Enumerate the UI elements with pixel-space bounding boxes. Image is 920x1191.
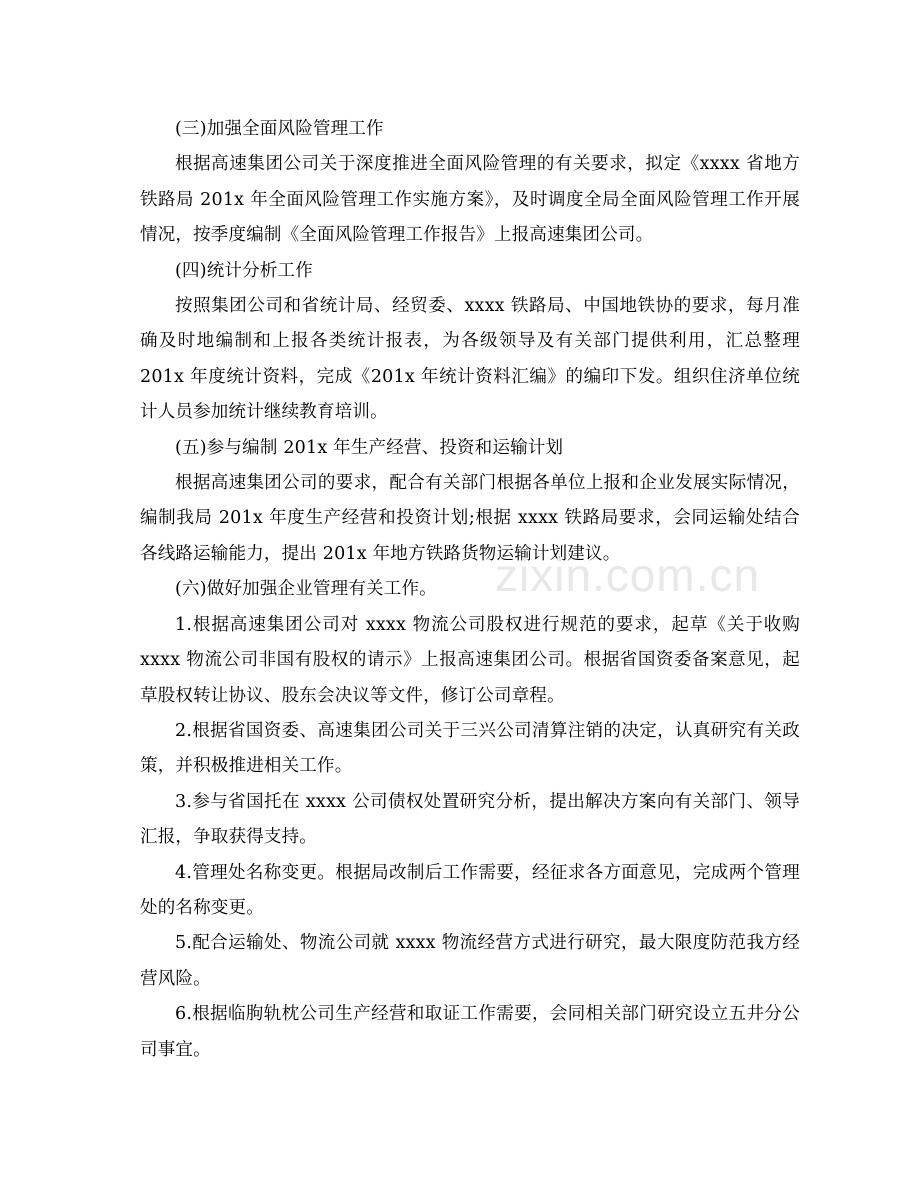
watermark: zixin.com.cn xyxy=(495,549,761,601)
section-heading-3: (三)加强全面风险管理工作 xyxy=(175,119,384,139)
document-body xyxy=(140,112,800,1068)
section-heading-5: (五)参与编制 201x 年生产经营、投资和运输计划 xyxy=(175,437,564,458)
list-item: 4.管理处名称变更。根据局改制后工作需要，经征求各方面意见，完成两个管理处的名称变更。 xyxy=(140,862,800,918)
paragraph: 根据高速集团公司关于深度推进全面风险管理的有关要求，拟定《xxxx 省地方铁路局 201x 年全面风险管理工作实施方案》，及时调度全局全面风险管理工作开展情况，按季度编制《全面风险管理工作报告》上报高速集团公司。 xyxy=(140,154,800,246)
list-item: 1.根据高速集团公司对 xxxx 物流公司股权进行规范的要求，起草《关于收购 xxxx 物流公司非国有股权的请示》上报高速集团公司。根据省国资委备案意见，起草股权转让协议、股东会决议等文件，修订公司章程。 xyxy=(140,614,800,706)
list-item: 3.参与省国托在 xxxx 公司债权处置研究分析，提出解决方案向有关部门、领导汇报，争取获得支持。 xyxy=(140,791,800,848)
section-heading-6: (六)做好加强企业管理有关工作。 xyxy=(175,579,437,600)
paragraph: 根据高速集团公司的要求，配合有关部门根据各单位上报和企业发展实际情况，编制我局 201x 年度生产经营和投资计划;根据 xxxx 铁路局要求，会同运输处结合各线路运输能力，提出 201x 年地方铁路货物运输计划建议。 xyxy=(140,473,800,564)
paragraph: 按照集团公司和省统计局、经贸委、xxxx 铁路局、中国地铁协的要求，每月准确及时地编制和上报各类统计报表，为各级领导及有关部门提供利用，汇总整理 201x 年度统计资料，完成《201x 年统计资料汇编》的编印下发。组织住济单位统计人员参加统计继续教育培训。 xyxy=(140,296,800,423)
list-item: 6.根据临朐轨枕公司生产经营和取证工作需要，会同相关部门研究设立五井分公司事宜。 xyxy=(140,1004,800,1060)
list-item: 2.根据省国资委、高速集团公司关于三兴公司清算注销的决定，认真研究有关政策，并积极推进相关工作。 xyxy=(140,720,800,777)
list-item: 5.配合运输处、物流公司就 xxxx 物流经营方式进行研究，最大限度防范我方经营风险。 xyxy=(140,933,800,989)
section-heading-4: (四)统计分析工作 xyxy=(175,260,313,281)
